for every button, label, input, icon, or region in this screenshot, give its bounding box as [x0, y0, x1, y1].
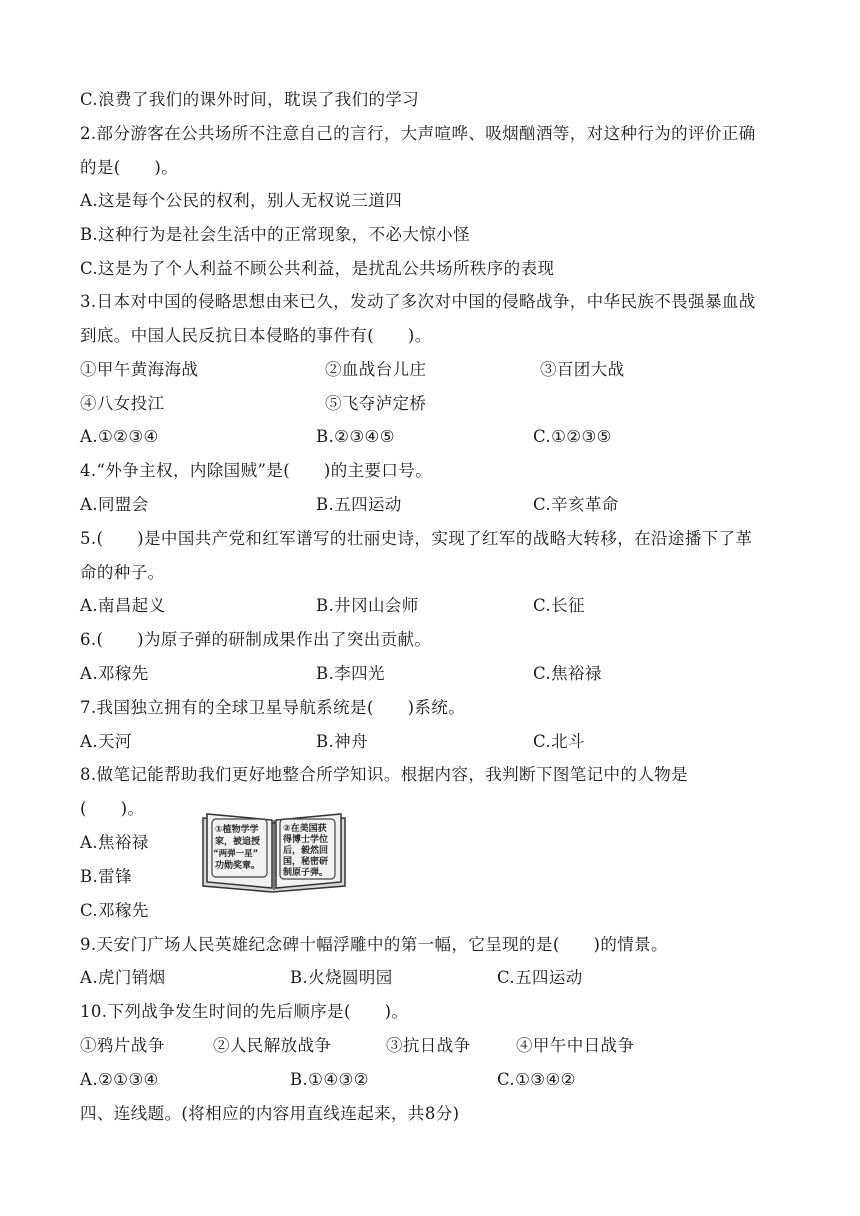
option-a: A.焦裕禄 — [80, 833, 149, 852]
item-4: ④八女投江 — [80, 394, 165, 413]
book-right-line-4: 国，秘密研 — [283, 857, 329, 867]
option-a: A.同盟会 — [80, 495, 149, 514]
question-7: 7.我国独立拥有的全球卫星导航系统是( )系统。 — [80, 698, 466, 717]
item-2: ②血战台儿庄 — [325, 360, 427, 379]
option-c: C.①②③⑤ — [533, 427, 612, 446]
question-2-cont: 的是( )。 — [80, 158, 179, 177]
question-2: 2.部分游客在公共场所不注意自己的言行，大声喧哗、吸烟酗酒等，对这种行为的评价正确 — [80, 124, 756, 143]
option-a: A.虎门销烟 — [80, 968, 166, 987]
option-c: C.这是为了个人利益不顾公共利益，是扰乱公共场所秩序的表现 — [80, 259, 555, 278]
option-c: C.长征 — [533, 596, 585, 615]
section-4-heading: 四、连线题。(将相应的内容用直线连起来，共8分) — [80, 1104, 460, 1123]
option-c: C.北斗 — [533, 732, 585, 751]
question-9: 9.天安门广场人民英雄纪念碑十幅浮雕中的第一幅，它呈现的是( )的情景。 — [80, 935, 668, 954]
question-8: 8.做笔记能帮助我们更好地整合所学知识。根据内容，我判断下图笔记中的人物是 — [80, 765, 689, 784]
book-left-line-3: “两弹一星” — [213, 849, 259, 859]
item-5: ⑤飞夺泸定桥 — [325, 394, 427, 413]
option-b: B.井冈山会师 — [316, 596, 419, 615]
question-5: 5.( )是中国共产党和红军谱写的壮丽史诗，实现了红军的战略大转移，在沿途播下了革 — [80, 529, 753, 548]
question-10: 10.下列战争发生时间的先后顺序是( )。 — [80, 1002, 409, 1021]
option-a: A.①②③④ — [80, 427, 159, 446]
option-b: B.雷锋 — [80, 867, 132, 886]
option-b: B.李四光 — [316, 664, 385, 683]
book-right-line-3: 后，毅然回 — [283, 846, 329, 856]
option-c: C.邓稼先 — [80, 901, 149, 920]
option-c: C.①③④② — [497, 1070, 576, 1089]
option-b: B.神舟 — [316, 732, 368, 751]
book-left-line-1: ①植物学学 — [215, 825, 259, 835]
item-3: ③抗日战争 — [386, 1036, 471, 1055]
option-c: C.焦裕禄 — [533, 664, 602, 683]
question-3: 3.日本对中国的侵略思想由来已久，发动了多次对中国的侵略战争，中华民族不畏强暴血战 — [80, 292, 756, 311]
question-4: 4.“外争主权，内除国贼”是( )的主要口号。 — [80, 461, 433, 480]
question-3-cont: 到底。中国人民反抗日本侵略的事件有( )。 — [80, 326, 432, 345]
book-left-line-2: 家，被追授 — [215, 837, 261, 847]
item-3: ③百团大战 — [540, 360, 625, 379]
item-4: ④甲午中日战争 — [516, 1036, 635, 1055]
option-b: B.五四运动 — [316, 495, 402, 514]
question-8-cont: ( )。 — [80, 799, 145, 818]
option-b: B.这种行为是社会生活中的正常现象，不必大惊小怪 — [80, 225, 470, 244]
item-1: ①甲午黄海海战 — [80, 360, 199, 379]
book-right-line-5: 制原子弹。 — [283, 868, 329, 878]
option-c: C.辛亥革命 — [533, 495, 619, 514]
option-a: A.邓稼先 — [80, 664, 149, 683]
option-a: A.②①③④ — [80, 1070, 159, 1089]
option-a: A.南昌起义 — [80, 596, 166, 615]
book-right-line-2: 得博士学位 — [283, 835, 329, 845]
book-left-line-4: 功勋奖章。 — [215, 861, 261, 871]
item-1: ①鸦片战争 — [80, 1036, 165, 1055]
item-2: ②人民解放战争 — [213, 1036, 332, 1055]
question-5-cont: 命的种子。 — [80, 563, 165, 582]
option-b: B.①④③② — [290, 1070, 369, 1089]
option-c-q1: C.浪费了我们的课外时间，耽误了我们的学习 — [80, 90, 420, 109]
option-a: A.这是每个公民的权利，别人无权说三道四 — [80, 191, 403, 210]
option-b: B.②③④⑤ — [316, 427, 395, 446]
book-right-line-1: ②在美国获 — [283, 824, 327, 834]
open-book-illustration — [199, 810, 349, 894]
question-6: 6.( )为原子弹的研制成果作出了突出贡献。 — [80, 630, 432, 649]
option-a: A.天河 — [80, 732, 132, 751]
option-c: C.五四运动 — [497, 968, 583, 987]
option-b: B.火烧圆明园 — [290, 968, 393, 987]
